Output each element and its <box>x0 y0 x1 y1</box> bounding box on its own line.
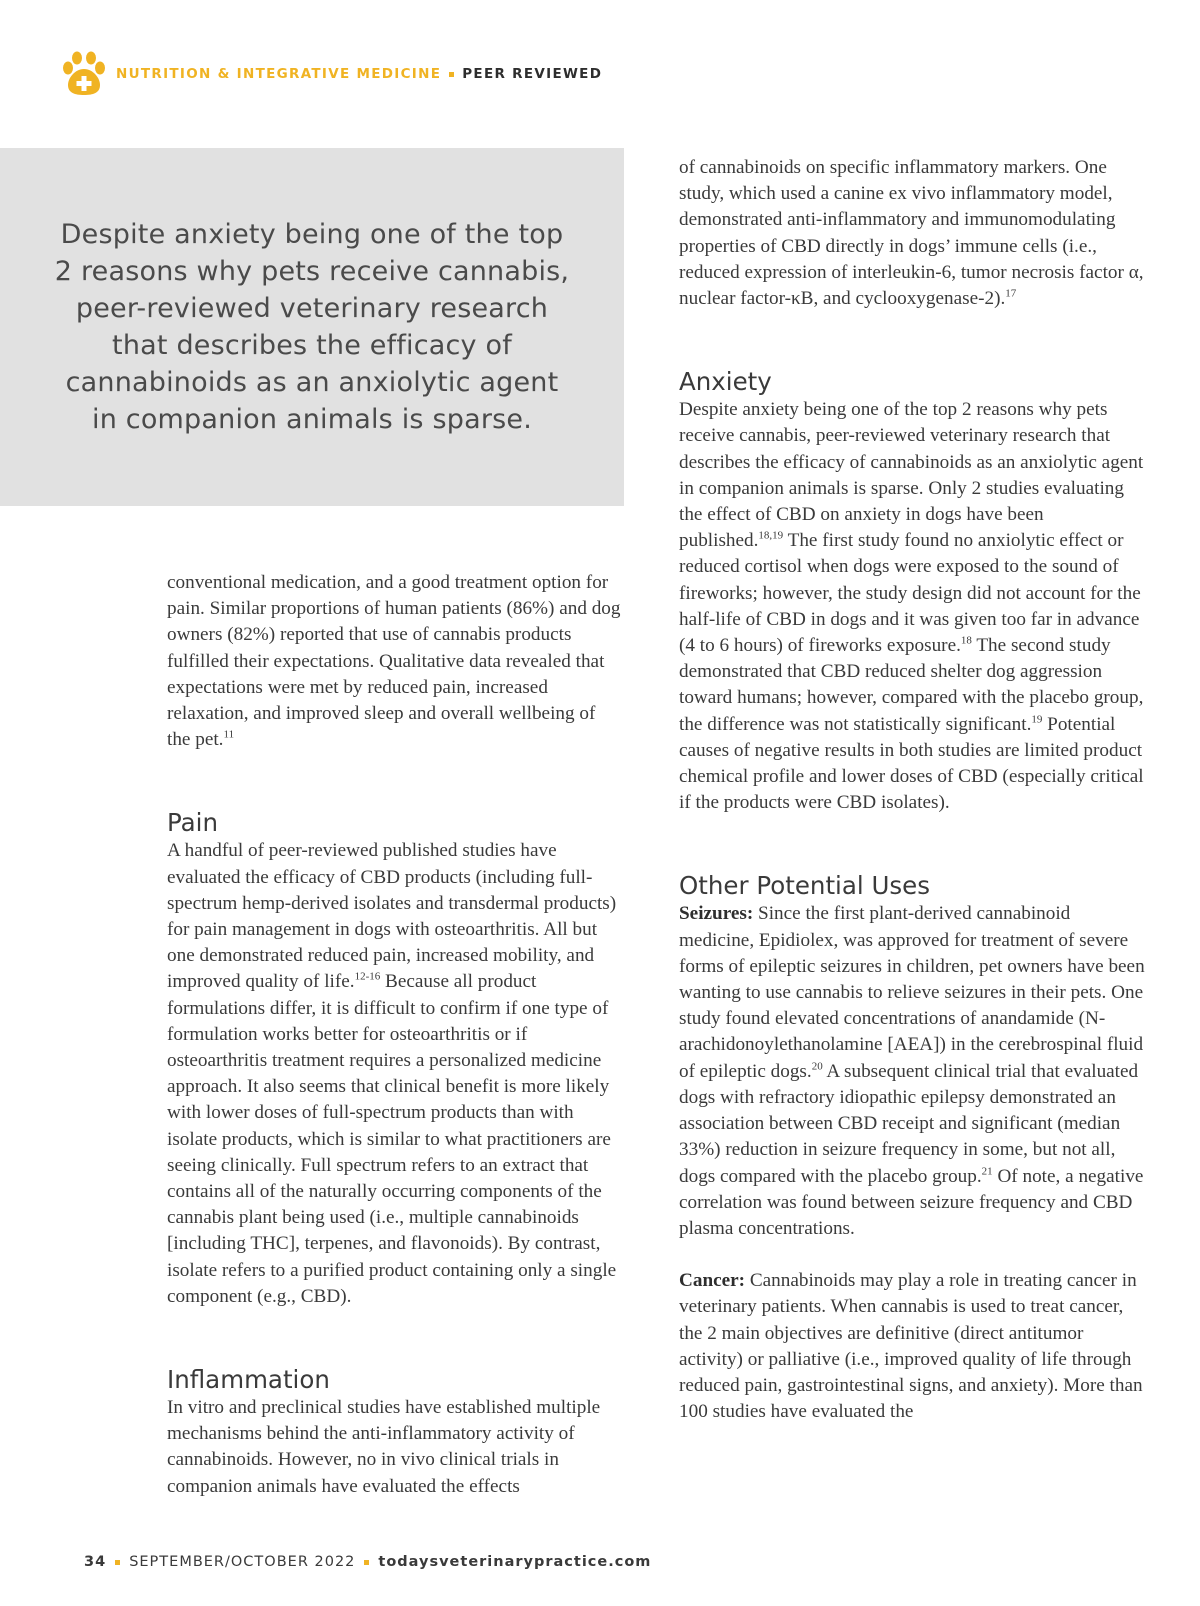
paw-plus-icon <box>60 50 108 98</box>
citation: 17 <box>1005 287 1017 300</box>
pain-paragraph: A handful of peer-reviewed published studies have evaluated the efficacy of CBD products (including full-spectrum hemp-derived isolates and transdermal products) for pain management in dogs with osteoarthritis. All but one demonstrated reduced pain, increased mobility, and improved quality of life.$^{12-16}$ Because all product formulations differ, it is difficult to confirm if one type of formulation works better for osteoarthritis or if osteoarthritis treatment requires a personalized medicine approach. It also seems that clinical benefit is more likely with lower doses of full-spectrum products than with isolate products, which is similar to what practitioners are seeing clinically. Full spectrum refers to an extract that contains all of the naturally occurring components of the cannabis plant being used (i.e., multiple cannabinoids [including THC], terpenes, and flavonoids). By contrast, isolate refers to a purified product containing only a single component (e.g., CBD). <box>167 840 617 1307</box>
separator-dot <box>364 1560 369 1565</box>
section-heading-other-uses: Other Potential Uses <box>679 871 931 901</box>
intro-paragraph: conventional medication, and a good treatment option for pain. Similar proportions of human patients (86%) and dog owners (82%) reported that use of cannabis products fulfilled their expectations. Qualitative data revealed that expectations were met by reduced pain, increased relaxation, and improved sleep and overall wellbeing of the pet.$^{11}$ <box>167 572 621 751</box>
citation: 18,19 <box>758 529 784 542</box>
inflammation-continued-paragraph: of cannabinoids on specific inflammatory markers. One study, which used a canine ex vivo inflammatory model, demonstrated anti-inflammatory and immunomodulating properties of CBD directly in dogs’ immune cells (i.e., reduced expression of interleukin-6, tumor necrosis factor α, nuclear factor-κB, and cyclooxygenase-2).$^{17}$ <box>679 157 1144 310</box>
pull-quote-text: Despite anxiety being one of the top 2 reasons why pets receive cannabis, peer-reviewed veterinary research that describes the efficacy of cannabinoids as an anxiolytic agent in companion animals is sparse. <box>54 219 570 435</box>
website-link[interactable]: todaysveterinarypractice.com <box>378 1554 652 1570</box>
issue-date: SEPTEMBER/OCTOBER 2022 <box>129 1554 356 1570</box>
citation: 12-16 <box>354 971 381 984</box>
anxiety-paragraph: Despite anxiety being one of the top 2 reasons why pets receive cannabis, peer-reviewed veterinary research that describes the efficacy of cannabinoids as an anxiolytic agent in companion animals is sparse. Only 2 studies evaluating the effect of CBD on anxiety in dogs have been published.$^{18,19}$ The first study found no anxiolytic effect or reduced cortisol when dogs were exposed to the sound of fireworks; however, the study design did not account for the half-life of CBD in dogs and it was given too far in advance (4 to 6 hours) of fireworks exposure.$^{18}$ The second study demonstrated that CBD reduced shelter dog aggression toward humans; however, compared with the placebo group, the difference was not statistically significant.$^{19}$ Potential causes of negative results in both studies are limited product chemical profile and lower doses of CBD (especially critical if the products were CBD isolates). <box>679 399 1144 814</box>
section-heading-anxiety: Anxiety <box>679 367 772 397</box>
seizures-label: Seizures: <box>679 903 754 925</box>
citation: 21 <box>981 1165 993 1178</box>
page-footer <box>84 1554 651 1570</box>
citation: 20 <box>811 1060 823 1073</box>
citation: 18 <box>960 634 972 647</box>
section-heading-inflammation: Inflammation <box>167 1365 330 1395</box>
citation: 11 <box>223 728 235 741</box>
separator-dot <box>449 72 454 77</box>
cancer-label: Cancer: <box>679 1270 746 1292</box>
page-number: 34 <box>84 1554 107 1570</box>
right-column <box>679 155 1149 1425</box>
separator-dot <box>115 1560 120 1565</box>
page-header <box>60 50 602 98</box>
pull-quote <box>0 148 624 506</box>
seizures-paragraph: Seizures: Since the first plant-derived cannabinoid medicine, Epidiolex, was approved for treatment of severe forms of epileptic seizures in children, pet owners have been wanting to use cannabis to relieve seizures in their pets. One study found elevated concentrations of anandamide (N-arachidonoylethanolamine [AEA]) in the cerebrospinal fluid of epileptic dogs.$^{20}$ A subsequent clinical trial that evaluated dogs with refractory idiopathic epilepsy demonstrated an association between CBD receipt and significant (median 33%) reduction in seizure frequency in some, but not all, dogs compared with the placebo group.$^{21}$ Of note, a negative correlation was found between seizure frequency and CBD plasma concentrations. <box>679 903 1145 1239</box>
inflammation-paragraph: In vitro and preclinical studies have established multiple mechanisms behind the anti-inflammatory activity of cannabinoids. However, no in vivo clinical trials in companion animals have evaluated the effects <box>167 1397 601 1497</box>
peer-reviewed-label: PEER REVIEWED <box>462 66 603 82</box>
cancer-paragraph: Cancer: Cannabinoids may play a role in treating cancer in veterinary patients. When cannabis is used to treat cancer, the 2 main objectives are definitive (direct antitumor activity) or palliative (i.e., improved quality of life through reduced pain, gastrointestinal signs, and anxiety). More than 100 studies have evaluated the <box>679 1270 1143 1423</box>
section-label: NUTRITION & INTEGRATIVE MEDICINE <box>116 66 442 82</box>
left-column <box>167 570 622 1500</box>
citation: 19 <box>1031 713 1043 726</box>
section-heading-pain: Pain <box>167 808 219 838</box>
